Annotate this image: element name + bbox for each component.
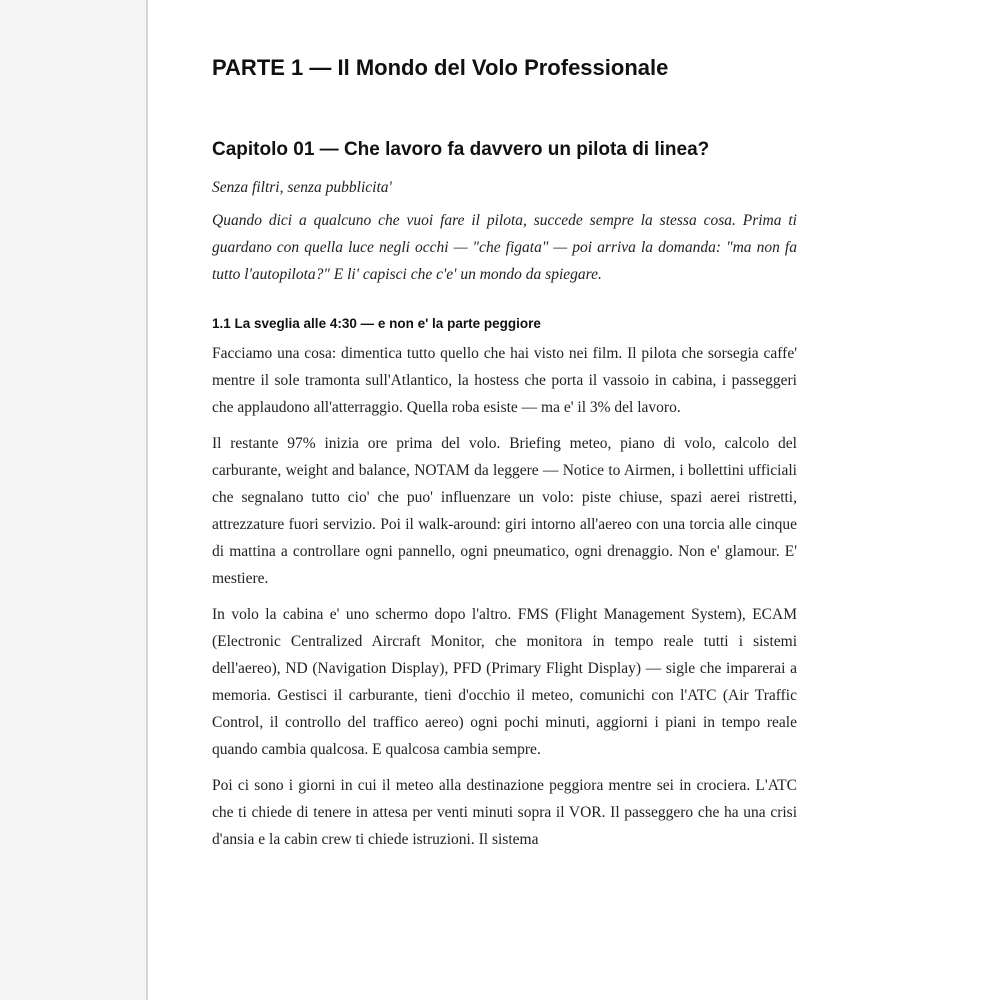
section-title: 1.1 La sveglia alle 4:30 — e non e' la parte peggiore [212,316,541,331]
part-title: PARTE 1 — Il Mondo del Volo Professionale [212,55,669,80]
body-paragraph-3: In volo la cabina e' uno schermo dopo l'altro. FMS (Flight Management System), ECAM (Electronic Centralized Aircraft Monitor, che monitora in tempo reale tutti i sistemi dell'aereo), ND (Navigation Display), PFD (Primary Flight Display) — sigle che imparerai a memoria. Gestisci il carburante, tieni d'occhio il meteo, comunichi con l'ATC (Air Traffic Control, il controllo del traffico aereo) ogni pochi minuti, aggiorni i piani in tempo reale quando cambia qualcosa. E qualcosa cambia sempre. [212,606,797,758]
chapter-subtitle: Senza filtri, senza pubblicita' [212,179,392,196]
page-left-margin [0,0,146,1000]
chapter-intro: Quando dici a qualcuno che vuoi fare il pilota, succede sempre la stessa cosa. Prima ti guardano con quella luce negli occhi — "che figata" — poi arriva la domanda: "ma non fa tutto l'autopilota?" E li' capisci che c'e' un mondo da spiegare. [212,212,797,283]
chapter-title: Capitolo 01 — Che lavoro fa davvero un pilota di linea? [212,139,710,160]
body-paragraph-2: Il restante 97% inizia ore prima del volo. Briefing meteo, piano di volo, calcolo del carburante, weight and balance, NOTAM da leggere — Notice to Airmen, i bollettini ufficiali che segnalano tutto cio' che puo' influenzare un volo: piste chiuse, spazi aerei ristretti, attrezzature fuori servizio. Poi il walk-around: giri intorno all'aereo con una torcia alle cinque di mattina a controllare ogni pannello, ogni pneumatico, ogni drenaggio. Non e' glamour. E' mestiere. [212,435,797,587]
page-content [212,54,797,853]
body-paragraph-4: Poi ci sono i giorni in cui il meteo alla destinazione peggiora mentre sei in crociera. L'ATC che ti chiede di tenere in attesa per venti minuti sopra il VOR. Il passeggero che ha una crisi d'ansia e la cabin crew ti chiede istruzioni. Il sistema [212,777,797,848]
body-paragraph-1: Facciamo una cosa: dimentica tutto quello che hai visto nei film. Il pilota che sorsegia caffe' mentre il sole tramonta sull'Atlantico, la hostess che porta il vassoio in cabina, i passeggeri che applaudono all'atterraggio. Quella roba esiste — ma e' il 3% del lavoro. [212,345,797,416]
